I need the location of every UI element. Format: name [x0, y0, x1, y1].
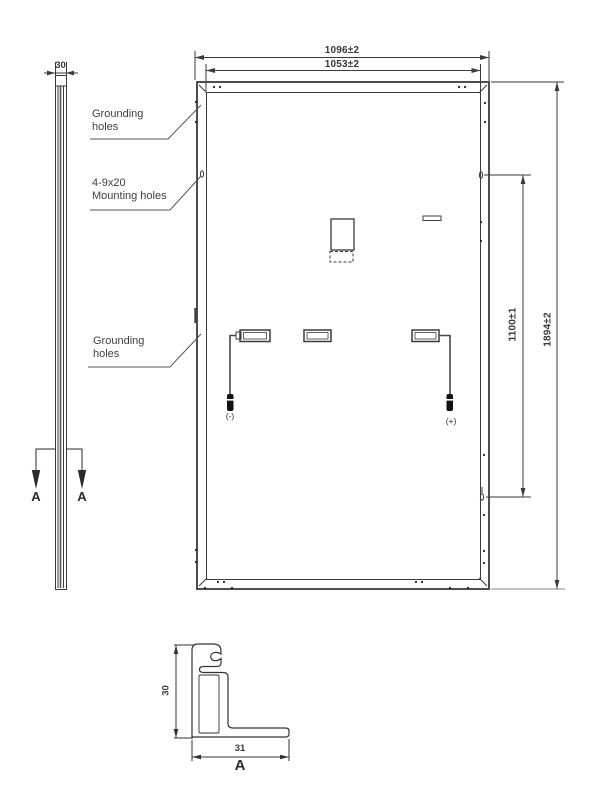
output-cables: [230, 336, 450, 395]
cable-connectors: [227, 394, 454, 411]
cs-height-value: 30: [160, 685, 172, 696]
cs-section-label: A: [234, 757, 246, 774]
jb-middle: [304, 330, 331, 342]
rating-label-bar: [423, 216, 441, 221]
frame-holes: [195, 86, 486, 589]
section-label-right: A: [77, 489, 87, 504]
split-junction-boxes: [236, 330, 439, 342]
mounting-holes-label: [92, 177, 188, 203]
connector-positive-icon: [447, 394, 454, 411]
dim-height-value: 1894±2: [542, 312, 554, 347]
jb-right: [412, 330, 439, 342]
dimension-overall-height: [491, 82, 565, 589]
cs-height-dimension: [174, 645, 194, 738]
section-cut-arrows: [32, 449, 86, 489]
frame-profile-hollow: [199, 675, 219, 733]
side-thickness-value: 30: [55, 60, 66, 71]
connector-negative-icon: [227, 394, 234, 411]
mounting-holes-line2: Mounting holes: [92, 190, 167, 203]
leader-lines: [88, 105, 201, 367]
cable-negative: [230, 336, 236, 395]
section-label-left: A: [31, 489, 41, 504]
jb-left: [240, 330, 270, 342]
dim-grounding-spacing-value: 1100±1: [507, 307, 519, 342]
mounting-holes-line1: 4-9x20: [92, 177, 126, 189]
grounding-holes-label-mid: Grounding holes: [93, 335, 145, 361]
junction-box-cover-dashed: [330, 252, 353, 263]
dim-outer-width-value: 1096±2: [324, 45, 360, 56]
grounding-holes-label-top: Grounding holes: [92, 108, 144, 134]
frame-profile-outline: [192, 644, 289, 737]
dim-inner-width-value: 1053±2: [324, 59, 360, 70]
side-view: [32, 62, 86, 590]
junction-box: [331, 219, 354, 250]
cable-positive: [439, 336, 450, 395]
negative-terminal-label: (-): [225, 411, 235, 421]
cs-width-value: 31: [234, 743, 246, 754]
positive-terminal-label: (+): [445, 416, 457, 426]
